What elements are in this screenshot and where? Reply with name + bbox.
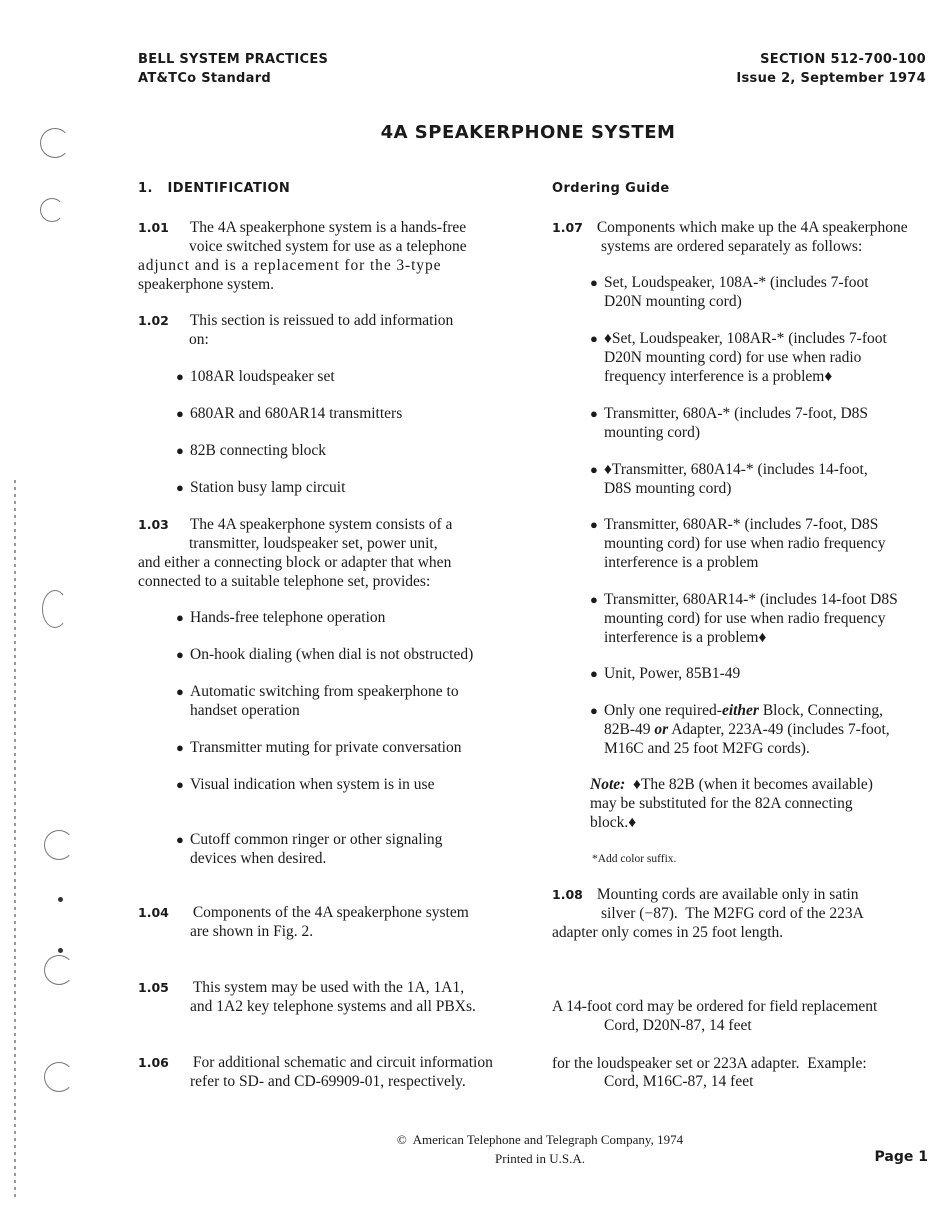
list-item [176,682,459,720]
text-line: Components of the 4A speakerphone system [192,904,469,921]
bullet-icon: ● [176,740,184,755]
text-line: are shown in Fig. 2. [190,923,314,940]
list-item-text: devices when desired. [190,850,327,867]
paragraph-number: 1.01 [138,220,169,235]
text-line: Components which make up the 4A speakerphone [596,219,908,236]
bullet-icon: ● [590,666,598,681]
paragraph-1-05 [138,978,518,1016]
list-item-text: Hands-free telephone operation [190,609,386,626]
text-line: The 4A speakerphone system is a hands-free [189,219,467,236]
list-item-text: frequency interference is a problem♦ [604,368,833,385]
bullet-icon: ● [590,703,598,718]
text-line: adapter only comes in 25 foot length. [552,924,784,941]
bullet-icon: ● [590,275,598,290]
text-line: The 4A speakerphone system consists of a [189,516,453,533]
emphasis: either [721,702,759,719]
bullet-icon: ● [590,331,598,346]
list-item [176,404,402,423]
text-line: block.♦ [590,814,637,831]
paragraph-number: 1.08 [552,887,583,902]
paragraph-number: 1.02 [138,313,169,328]
copyright-notice: © American Telephone and Telegraph Company, 1974 [396,1132,684,1147]
bullet-icon: ● [176,406,184,421]
text-line: Mounting cords are available only in satin [596,886,859,903]
scan-speck [58,948,63,953]
text-line: refer to SD- and CD-69909-01, respectively. [190,1073,466,1090]
list-item-text: Transmitter muting for private conversation [190,739,462,756]
bullet-icon: ● [590,592,598,607]
list-item-text: On-hook dialing (when dial is not obstructed) [190,646,474,663]
list-item [176,775,434,794]
text-line: systems are ordered separately as follows: [601,238,863,255]
punch-hole-mark [42,590,68,628]
bullet-icon: ● [176,777,184,792]
bullet-icon: ● [176,832,184,847]
punch-hole-mark [44,955,74,985]
page-header-left [138,50,328,88]
list-item-text: Cutoff common ringer or other signaling [190,831,443,848]
text-line: may be substituted for the 82A connecting [590,795,853,812]
text-line: speakerphone system. [138,276,275,293]
page-number: Page 1 [874,1149,928,1165]
list-item-text: 108AR loudspeaker set [190,368,335,385]
list-item-text: Only one required- [604,702,722,719]
paragraph-1-02 [138,311,514,349]
list-item [590,329,930,386]
list-item-text: Block, Connecting, [758,702,883,719]
text-line: and 1A2 key telephone systems and all PBXs. [190,998,476,1015]
paragraph-1-04 [138,903,518,941]
note-label: Note: [590,776,626,793]
scan-edge-mark [14,480,16,1200]
text-line: for the loudspeaker set or 223A adapter. Example: [552,1055,867,1072]
list-item [590,404,930,442]
list-item [590,515,930,572]
paragraph-1-03 [138,515,514,591]
text-line: connected to a suitable telephone set, provides: [138,573,431,590]
header-series: BELL SYSTEM PRACTICES [138,52,329,67]
cord-example-1: Cord, D20N-87, 14 feet [604,1017,752,1034]
footnote: *Add color suffix. [592,853,677,865]
paragraph-1-08 [552,885,928,942]
list-item-text: Transmitter, 680AR-* (includes 7-foot, D8S [604,516,879,533]
list-item-text: mounting cord) [604,424,700,441]
list-item [176,738,462,757]
list-item-text: mounting cord) for use when radio frequency [604,610,886,627]
list-item-text: interference is a problem♦ [604,629,767,646]
ordering-guide-heading: Ordering Guide [552,181,670,196]
paragraph-1-01 [138,218,514,294]
text-line: voice switched system for use as a telephone [189,238,467,255]
list-item-text: Automatic switching from speakerphone to [190,683,459,700]
text-line: silver (−87). The M2FG cord of the 223A [601,905,864,922]
punch-hole-mark [44,830,74,860]
list-item-text: D20N mounting cord) for use when radio [604,349,862,366]
emphasis: or [654,721,669,738]
bullet-icon: ● [590,462,598,477]
text-line: ♦The 82B (when it becomes available) [633,776,873,793]
list-item-text: Station busy lamp circuit [190,479,346,496]
text-line: transmitter, loudspeaker set, power unit, [189,535,438,552]
list-item-text: Unit, Power, 85B1-49 [604,665,741,682]
text-line: on: [189,331,209,348]
text-line: and either a connecting block or adapter that when [138,554,452,571]
list-item [590,460,930,498]
text-line: This section is reissued to add information [189,312,454,329]
list-item-text: Transmitter, 680AR14-* (includes 14-foot D8S [604,591,898,608]
text-line: A 14-foot cord may be ordered for field replacement [552,998,878,1015]
list-item-text: D8S mounting cord) [604,480,732,497]
list-item [590,590,930,647]
bullet-icon: ● [176,610,184,625]
bullet-icon: ● [176,480,184,495]
list-item-text: Visual indication when system is in use [190,776,435,793]
section-heading: 1. IDENTIFICATION [138,181,291,196]
bullet-icon: ● [176,684,184,699]
text-line: This system may be used with the 1A, 1A1, [192,979,465,996]
bullet-icon: ● [590,517,598,532]
list-item [176,830,442,868]
paragraph-number: 1.07 [552,220,583,235]
paragraph-number: 1.05 [138,980,169,995]
list-item-text: interference is a problem [604,554,759,571]
bullet-icon: ● [590,406,598,421]
paragraph-number: 1.06 [138,1055,169,1070]
bullet-icon: ● [176,443,184,458]
list-item [176,608,385,627]
list-item-text: Transmitter, 680A-* (includes 7-foot, D8S [604,405,869,422]
list-item [590,701,930,758]
paragraph-number: 1.03 [138,517,169,532]
list-item-text: 82B connecting block [190,442,327,459]
page-header-right [736,50,926,88]
list-item [176,367,335,386]
list-item-text: 82B-49 [604,721,655,738]
list-item [176,441,326,460]
header-standard: AT&TCo Standard [138,71,272,86]
list-item-text: Adapter, 223A-49 (includes 7-foot, [668,721,890,738]
page-title: 4A SPEAKERPHONE SYSTEM [380,122,676,143]
paragraph-1-07 [552,218,928,256]
list-item-text: 680AR and 680AR14 transmitters [190,405,403,422]
paragraph-1-06 [138,1053,518,1091]
note [590,775,930,832]
header-issue: Issue 2, September 1974 [736,71,926,86]
text-line: adjunct and is a replacement for the 3-type [138,257,442,274]
printed-notice: Printed in U.S.A. [495,1151,585,1166]
list-item-text: handset operation [190,702,300,719]
list-item [176,478,345,497]
list-item [590,664,930,683]
list-item [590,273,930,311]
list-item-text: mounting cord) for use when radio frequency [604,535,886,552]
list-item [176,645,473,664]
text-line: For additional schematic and circuit information [192,1054,493,1071]
paragraph-number: 1.04 [138,905,169,920]
punch-hole-mark [44,1062,74,1092]
bullet-icon: ● [176,369,184,384]
list-item-text: Set, Loudspeaker, 108A-* (includes 7-foot [604,274,869,291]
header-section: SECTION 512-700-100 [760,52,926,67]
list-item-text: D20N mounting cord) [604,293,742,310]
list-item-text: ♦Set, Loudspeaker, 108AR-* (includes 7-foot [604,330,887,347]
punch-hole-mark [40,198,64,222]
cord-example-2: Cord, M16C-87, 14 feet [604,1073,754,1090]
list-item-text: M16C and 25 foot M2FG cords). [604,740,810,757]
scan-speck [58,897,63,902]
list-item-text: ♦Transmitter, 680A14-* (includes 14-foot, [604,461,868,478]
bullet-icon: ● [176,647,184,662]
